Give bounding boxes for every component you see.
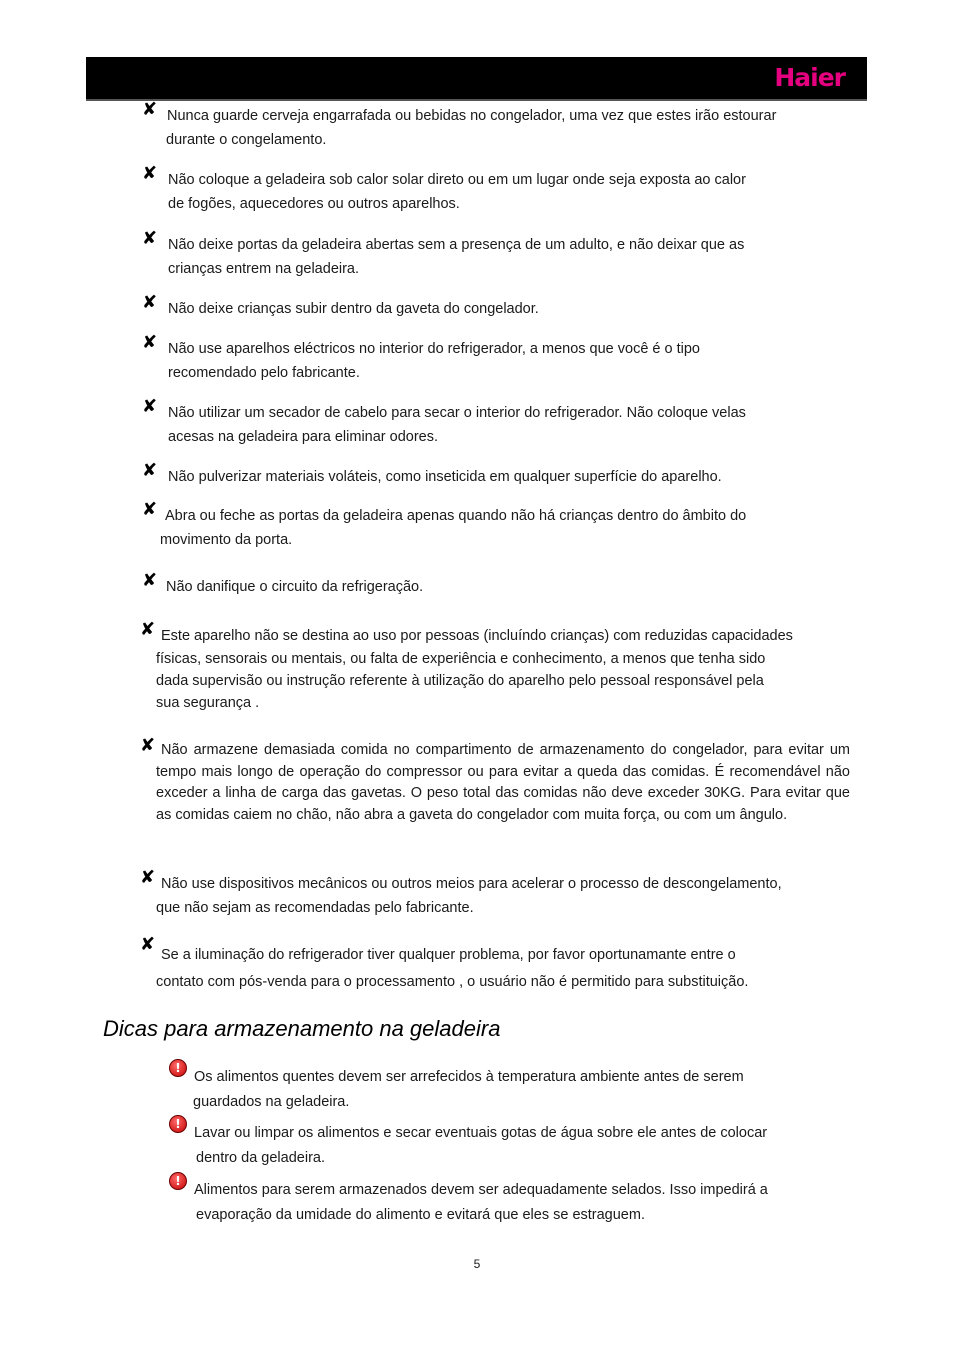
- tip-line: Lavar ou limpar os alimentos e secar eventuais gotas de água sobre ele antes de colocar: [194, 1125, 768, 1141]
- warning-circle-icon: !: [169, 1059, 187, 1077]
- warning-item: [140, 619, 856, 714]
- warning-item: [142, 460, 862, 489]
- tip-line: evaporação da umidade do alimento e evitará que eles se estraguem.: [196, 1207, 645, 1223]
- warning-item: [140, 735, 850, 826]
- cross-icon: ✘: [142, 396, 158, 417]
- warning-line: contato com pós-venda para o processamento , o usuário não é permitido para substituição.: [156, 974, 749, 990]
- tip-line: dentro da geladeira.: [196, 1150, 325, 1166]
- cross-icon: ✘: [142, 228, 158, 249]
- cross-icon: ✘: [142, 570, 158, 591]
- tip-line: guardados na geladeira.: [193, 1094, 350, 1110]
- tip-line: Alimentos para serem armazenados devem ser adequadamente selados. Isso impedirá a: [194, 1182, 768, 1198]
- cross-icon: ✘: [142, 332, 158, 353]
- warning-item: [142, 396, 862, 449]
- cross-icon: ✘: [142, 499, 158, 520]
- tip-item: [169, 1061, 849, 1115]
- cross-icon: ✘: [142, 99, 158, 120]
- header-bar: [86, 57, 867, 101]
- warning-line: Não use aparelhos eléctricos no interior do refrigerador, a menos que você é o tipo: [168, 341, 700, 357]
- warning-item: [140, 934, 856, 998]
- section-title: Dicas para armazenamento na geladeira: [103, 1016, 501, 1041]
- warning-line: Não coloque a geladeira sob calor solar direto ou em um lugar onde seja exposta ao calor: [168, 172, 746, 188]
- warning-line: que não sejam as recomendadas pelo fabricante.: [156, 900, 474, 916]
- warning-line: acesas na geladeira para eliminar odores.: [168, 429, 439, 445]
- page-number: 5: [473, 1257, 481, 1271]
- warning-line: físicas, sensorais ou mentais, ou falta de experiência e conhecimento, a menos que tenha sido: [156, 651, 766, 667]
- cross-icon: ✘: [142, 460, 158, 481]
- warning-item: [142, 163, 862, 216]
- cross-icon: ✘: [142, 163, 158, 184]
- warning-line: Se a iluminação do refrigerador tiver qualquer problema, por favor oportunamante entre o: [161, 947, 736, 963]
- warning-line: dada supervisão ou instrução referente à utilização do aparelho pelo pessoal responsável pela: [156, 673, 764, 689]
- tip-item: [169, 1174, 849, 1228]
- warning-line: recomendado pelo fabricante.: [168, 365, 360, 381]
- warning-line: Abra ou feche as portas da geladeira apenas quando não há crianças dentro do âmbito do: [165, 508, 747, 524]
- cross-icon: ✘: [140, 735, 156, 756]
- warning-line: de fogões, aquecedores ou outros aparelhos.: [168, 196, 460, 212]
- warning-item: [142, 499, 862, 552]
- warning-line: Não deixe portas da geladeira abertas sem a presença de um adulto, e não deixar que as: [168, 237, 745, 253]
- warning-line: durante o congelamento.: [166, 132, 327, 148]
- warning-line: Não use dispositivos mecânicos ou outros meios para acelerar o processo de descongelamento,: [161, 876, 782, 892]
- warning-line: sua segurança .: [156, 695, 260, 711]
- cross-icon: ✘: [140, 934, 156, 955]
- warning-item: [142, 228, 862, 281]
- warning-item: [140, 867, 856, 920]
- warning-line: Nunca guarde cerveja engarrafada ou bebidas no congelador, uma vez que estes irão estourar: [167, 108, 777, 124]
- cross-icon: ✘: [140, 867, 156, 888]
- warning-circle-icon: !: [169, 1115, 187, 1133]
- cross-icon: ✘: [142, 292, 158, 313]
- warning-paragraph: Não armazene demasiada comida no compartimento de armazenamento do congelador, para evitar um tempo mais longo de operação do compressor ou para evitar a queda das comidas. É recomendável não exceder a linha de carga das gavetas. O peso total das comidas não deve exceder 30KG. Para evitar que as comidas caiem no chão, não abra a gaveta do congelador com muita força, ou com um ângulo.: [156, 742, 850, 823]
- haier-logo: Haier: [774, 63, 845, 92]
- warning-line: movimento da porta.: [160, 532, 293, 548]
- warning-item: [142, 332, 862, 385]
- warning-item: [142, 292, 862, 321]
- warning-circle-icon: !: [169, 1172, 187, 1190]
- tip-line: Os alimentos quentes devem ser arrefecidos à temperatura ambiente antes de serem: [194, 1069, 744, 1085]
- tip-item: [169, 1117, 849, 1171]
- warning-item: [142, 99, 862, 152]
- warning-line: Não deixe crianças subir dentro da gaveta do congelador.: [168, 301, 539, 317]
- warning-line: Não pulverizar materiais voláteis, como inseticida em qualquer superfície do aparelho.: [168, 469, 722, 485]
- warning-line: Este aparelho não se destina ao uso por pessoas (incluíndo crianças) com reduzidas capacidades: [161, 628, 793, 644]
- warning-line: Não utilizar um secador de cabelo para secar o interior do refrigerador. Não coloque velas: [168, 405, 746, 421]
- warning-line: crianças entrem na geladeira.: [168, 261, 360, 277]
- warning-item: [142, 570, 862, 599]
- warning-line: Não danifique o circuito da refrigeração.: [166, 579, 424, 595]
- cross-icon: ✘: [140, 619, 156, 640]
